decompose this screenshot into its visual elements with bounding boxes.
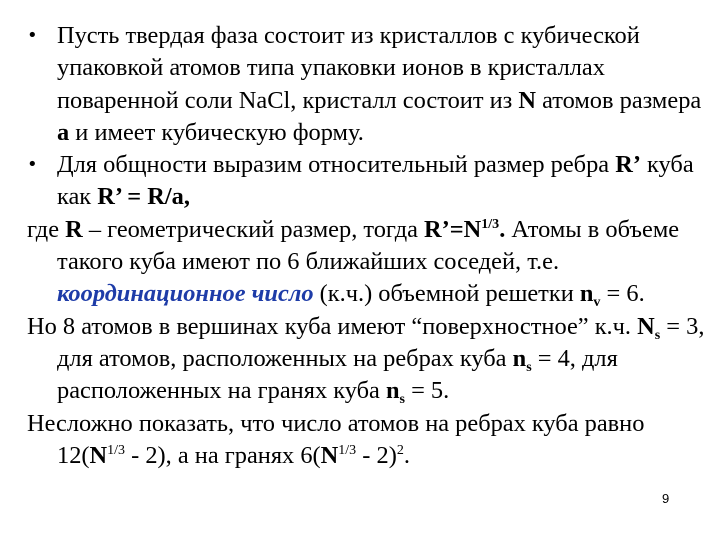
bullet-icon: • <box>27 154 38 176</box>
ns2-sub: s <box>399 392 405 408</box>
p4-text3: = 4, для расположенных на гранях куба <box>57 344 618 405</box>
p1-N: N <box>518 86 537 114</box>
ns1-base: n <box>512 344 527 372</box>
Ns-sub: s <box>654 327 661 343</box>
p3-formula-exp: 1/3 <box>481 216 500 232</box>
page-number: 9 <box>662 491 670 506</box>
p3-text2: Атомы в объеме такого куба имеют по 6 ближайших соседей, т.е. <box>57 215 680 276</box>
ns-symbol-faces <box>385 377 405 408</box>
nv-base: n <box>579 280 594 308</box>
p3-where: где <box>27 215 66 243</box>
p1-a: a <box>57 118 70 146</box>
slide-content <box>27 20 707 472</box>
p5-N1: N <box>89 441 108 469</box>
p2-formula: R’ = R/a, <box>97 183 190 211</box>
term-coordination-number: координационное число <box>57 280 314 308</box>
p2-text: Для общности выразим относительный размер ребра <box>57 151 616 179</box>
p3-formula-end: . <box>499 215 506 243</box>
Ns-base: N <box>637 312 655 340</box>
paragraph-surface <box>27 311 707 408</box>
nv-symbol <box>579 280 601 311</box>
ns2-base: n <box>385 377 400 405</box>
p3-text3: (к.ч.) объемной решетки <box>313 280 580 308</box>
p4-text2: = 3, для атомов, расположенных на ребрах куба <box>57 312 705 372</box>
paragraph-coordination <box>27 214 707 311</box>
p3-formula-base: R’=N <box>424 215 482 243</box>
bullet-icon: • <box>27 25 38 46</box>
p1-mid: атомов размера <box>536 86 702 114</box>
p3-text1: – геометрический размер, тогда <box>82 215 425 243</box>
ns-symbol-edges <box>512 344 532 375</box>
nv-sub: v <box>593 295 601 311</box>
bullet-paragraph-crystal <box>27 20 707 149</box>
p5-exp2: 1/3 <box>338 442 357 458</box>
p2-R-prime: R’ <box>615 151 641 179</box>
p5-N2: N <box>320 441 339 469</box>
p5-text4: . <box>403 441 410 469</box>
p5-exp3: 2 <box>396 442 404 458</box>
p4-text4: = 5. <box>404 377 450 405</box>
p2-mid: куба как <box>57 151 694 211</box>
ns1-sub: s <box>526 359 532 375</box>
p5-text2: - 2), а на гранях 6( <box>125 441 321 469</box>
p3-nv-value: = 6. <box>600 280 645 308</box>
p3-formula <box>424 216 505 243</box>
paragraph-atom-count <box>27 408 707 473</box>
p5-text1: Несложно показать, что число атомов на ребрах куба равно 12( <box>27 409 645 469</box>
p3-R: R <box>65 215 83 243</box>
p5-text3: - 2) <box>356 441 397 469</box>
p4-text1: Но 8 атомов в вершинах куба имеют “поверхностное” к.ч. <box>27 312 638 340</box>
p1-end: и имеет кубическую форму. <box>69 118 364 146</box>
Ns-symbol <box>637 312 661 343</box>
bullet-paragraph-relative-size <box>27 149 707 214</box>
p1-text: Пусть твердая фаза состоит из кристаллов с кубической упаковкой атомов типа упаковки ионов в кристаллах поваренной соли NaCl, кристалл состоит из <box>57 22 640 114</box>
p5-exp1: 1/3 <box>107 442 126 458</box>
